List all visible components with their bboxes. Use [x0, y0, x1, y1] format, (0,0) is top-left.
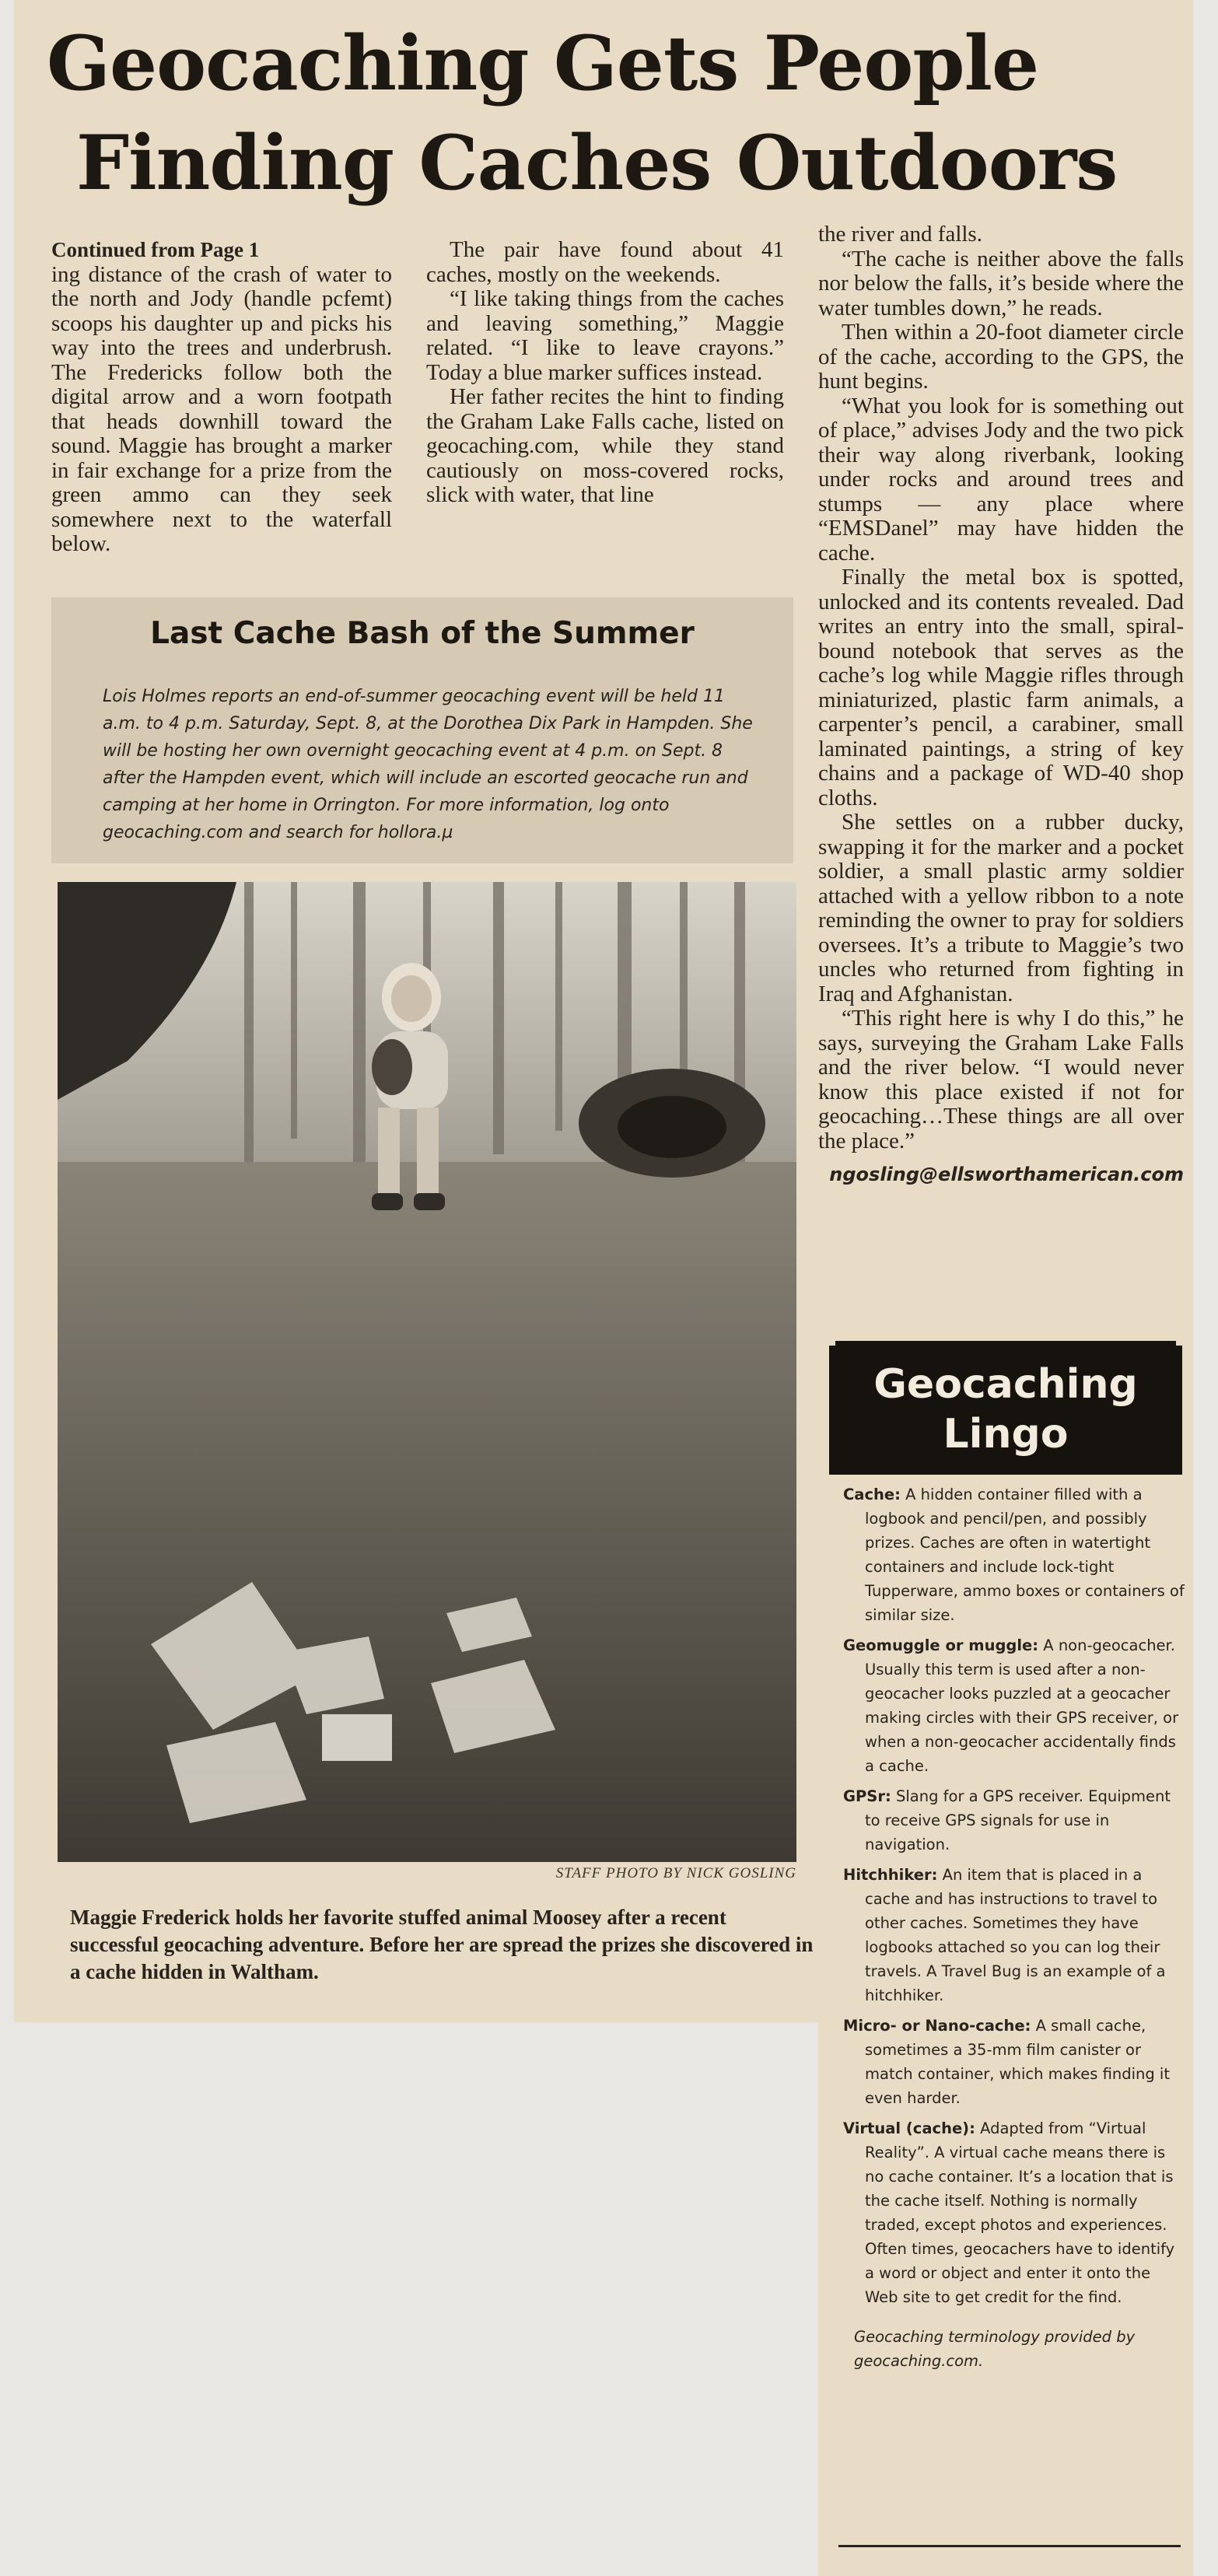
glossary-term: Cache: [843, 1486, 901, 1503]
continued-kicker: Continued from Page 1 [51, 238, 260, 261]
headline-line-2: Finding Caches Outdoors [76, 119, 1118, 207]
lingo-glossary [843, 1482, 1185, 2389]
glossary-term: Virtual (cache): [843, 2119, 975, 2137]
glossary-definition: Slang for a GPS receiver. Equipment to receive GPS signals for use in navigation. [865, 1787, 1171, 1853]
article-column-3 [818, 222, 1184, 1188]
glossary-entry [843, 2116, 1185, 2309]
article-paragraph: Then within a 20-foot diameter circle of the cache, according to the GPS, the hunt begins. [818, 320, 1184, 394]
glossary-definition: A small cache, sometimes a 35-mm film canister or match container, which makes finding it even harder. [865, 2017, 1170, 2107]
article-paragraph: “This right here is why I do this,” he says, surveying the Graham Lake Falls and the river below. “I would never know this place existed if not for geocaching…These things are all over the place.” [818, 1006, 1184, 1153]
author-email: ngosling@ellsworthamerican.com [829, 1164, 1184, 1185]
article-column-1 [51, 238, 392, 557]
lingo-title-line-2: Lingo [943, 1411, 1069, 1458]
glossary-term: GPSr: [843, 1787, 891, 1805]
lingo-title-box [829, 1346, 1182, 1475]
glossary-term: Hitchhiker: [843, 1866, 938, 1884]
glossary-definition: A non-geocacher. Usually this term is used after a non-geocacher looks puzzled at a geocacher making circles with their GPS receiver, or when a non-geocacher accidentally finds a cache. [865, 1636, 1179, 1775]
article-paragraph: “The cache is neither above the falls nor below the falls, it’s beside where the water tumbles down,” he reads. [818, 246, 1184, 320]
glossary-entry [843, 1633, 1185, 1778]
glossary-entry [843, 2014, 1185, 2110]
article-column-2 [426, 238, 784, 508]
sidebar-title: Last Cache Bash of the Summer [150, 616, 695, 651]
article-paragraph: The pair have found about 41 caches, mostly on the weekends. [426, 237, 784, 287]
article-paragraph: “I like taking things from the caches and leaving something,” Maggie related. “I like to leave crayons.” Today a blue marker suffices instead. [426, 286, 784, 385]
article-photo [58, 882, 796, 1862]
lingo-title-line-1: Geocaching [873, 1361, 1138, 1408]
article-paragraph: “What you look for is something out of place,” advises Jody and the two pick their way along riverbank, looking under rocks and around trees and stumps — any place where “EMSDanel” may have hidden the cache. [818, 393, 1184, 565]
sidebar-body: Lois Holmes reports an end-of-summer geocaching event will be held 11 a.m. to 4 p.m. Saturday, Sept. 8, at the Dorothea Dix Park in Hampden. She will be hosting her own overnight geocaching event at 4 p.m. on Sept. 8 after the Hampden event, which will include an escorted geocache run and camping at her home in Orrington. For more information, log onto geocaching.com and search for hollora.µ [103, 687, 753, 842]
photo-caption: Maggie Frederick holds her favorite stuffed animal Moosey after a recent successful geocaching adventure. Before her are spread the prizes she discovered in a cache hidden in Waltham. [70, 1906, 814, 1983]
glossary-definition: A hidden container filled with a logbook and pencil/pen, and possibly prizes. Caches are often in watertight containers and include lock-tight Tupperware, ammo boxes or containers of similar size. [865, 1486, 1185, 1624]
glossary-entry [843, 1784, 1185, 1857]
photo-illustration [58, 882, 796, 1862]
photo-credit: STAFF PHOTO BY NICK GOSLING [555, 1865, 796, 1881]
headline [47, 14, 1120, 213]
article-paragraph: Finally the metal box is spotted, unlocked and its contents revealed. Dad writes an entry into the small, spiral-bound notebook that serves as the cache’s log while Maggie rifles through miniaturized, plastic farm animals, a carpenter’s pencil, a carabiner, small laminated paintings, a string of key chains and a package of WD-40 shop cloths. [818, 565, 1184, 810]
glossary-entry [843, 1863, 1185, 2007]
bottom-rule [838, 2545, 1181, 2547]
headline-line-1: Geocaching Gets People [47, 19, 1039, 107]
event-sidebar [51, 597, 793, 863]
glossary-credit: Geocaching terminology provided by geocaching.com. [854, 2328, 1136, 2370]
glossary-term: Micro- or Nano-cache: [843, 2017, 1031, 2035]
article-paragraph: ing distance of the crash of water to the north and Jody (handle pcfemt) scoops his daughter up and picks his way into the trees and underbrush. The Fredericks follow both the digital arrow and a worn footpath that heads downhill toward the sound. Maggie has brought a marker in fair exchange for a prize from the green ammo can they seek somewhere next to the waterfall below. [51, 261, 392, 556]
article-paragraph: She settles on a rubber ducky, swapping it for the marker and a pocket soldier, a small plastic army soldier attached with a yellow ribbon to a note reminding the owner to pray for soldiers oversees. It’s a tribute to Maggie’s two uncles who returned from fighting in Iraq and Afghanistan. [818, 810, 1184, 1006]
glossary-definition: Adapted from “Virtual Reality”. A virtual cache means there is no cache container. It’s a location that is the cache itself. Nothing is normally traded, except photos and experiences. Often times, geocachers have to identify a word or object and enter it onto the Web site to get credit for the find. [865, 2119, 1175, 2306]
article-paragraph: Her father recites the hint to finding the Graham Lake Falls cache, listed on geocaching.com, while they stand cautiously on moss-covered rocks, slick with water, that line [426, 384, 784, 507]
glossary-entry [843, 1482, 1185, 1627]
article-paragraph: the river and falls. [818, 222, 982, 247]
glossary-definition: An item that is placed in a cache and has instructions to travel to other caches. Sometimes they have logbooks attached so you can log their travels. A Travel Bug is an example of a hitchhiker. [865, 1866, 1166, 2004]
glossary-term: Geomuggle or muggle: [843, 1636, 1039, 1654]
